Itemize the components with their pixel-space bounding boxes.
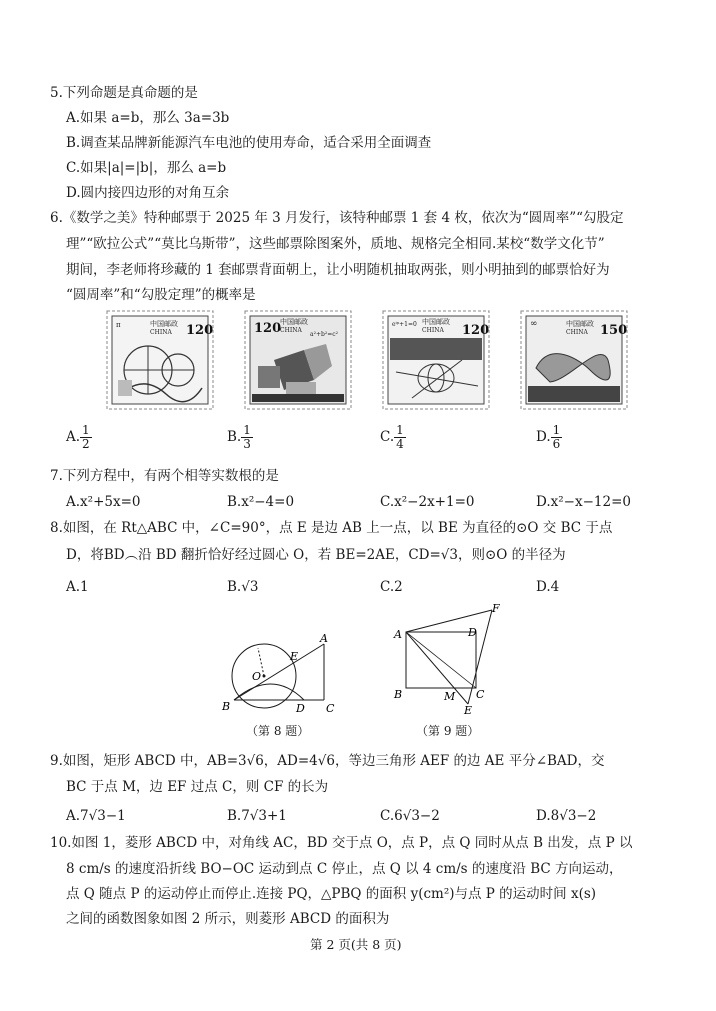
mobius-stamp-brand: 中国邮政 bbox=[566, 320, 594, 328]
q6-option-b-letter: B. bbox=[227, 429, 242, 445]
q8-option-a: A.1 bbox=[66, 579, 89, 595]
q8-line-1: 8.如图，在 Rt△ABC 中，∠C=90°，点 E 是边 AB 上一点，以 BE 为直径的⊙O 交 BC 于点 bbox=[50, 520, 613, 536]
q5-option-b: B.调查某品牌新能源汽车电池的使用寿命，适合采用全面调查 bbox=[66, 135, 432, 151]
q8-label-e: E bbox=[290, 650, 299, 663]
q9-option-a: A.7√3−1 bbox=[66, 808, 126, 824]
q6-option-c-den: 4 bbox=[396, 437, 404, 451]
q8-option-d: D.4 bbox=[536, 579, 560, 595]
q5-stem: 5.下列命题是真命题的是 bbox=[50, 85, 198, 101]
q8-line-2: D，将BD︵沿 BD 翻折恰好经过圆心 O，若 BE=2AE，CD=√3，则⊙O 的半径为 bbox=[66, 547, 566, 563]
q9-caption: （第 9 题） bbox=[416, 724, 480, 738]
q9-label-m: M bbox=[444, 690, 456, 703]
q7-stem: 7.下列方程中，有两个相等实数根的是 bbox=[50, 468, 279, 484]
mobius-stamp-icon bbox=[520, 310, 628, 410]
q8-label-o: O bbox=[252, 670, 262, 683]
q5-option-a: A.如果 a=b，那么 3a=3b bbox=[66, 110, 230, 126]
q7-option-c: C.x²−2x+1=0 bbox=[380, 494, 475, 510]
pythagoras-stamp-icon bbox=[244, 310, 352, 410]
q6-option-b-num: 1 bbox=[243, 423, 251, 437]
q10-line-2: 8 cm/s 的速度沿折线 BO−OC 运动到点 C 停止，点 Q 以 4 cm/s 的速度沿 BC 方向运动， bbox=[66, 861, 623, 877]
q5-option-d: D.圆内接四边形的对角互余 bbox=[66, 185, 230, 201]
q6-option-b-den: 3 bbox=[243, 437, 251, 451]
q6-option-c-num: 1 bbox=[396, 423, 404, 437]
euler-stamp-value: 120 bbox=[462, 323, 490, 338]
q8-label-a: A bbox=[320, 632, 328, 645]
q9-label-f: F bbox=[492, 602, 500, 615]
q10-line-1: 10.如图 1，菱形 ABCD 中，对角线 AC，BD 交于点 O，点 P，点 Q 同时从点 B 出发，点 P 以 bbox=[50, 835, 633, 851]
euler-stamp-tag: eⁱᵖ+1=0 bbox=[392, 321, 417, 328]
q6-option-d bbox=[536, 424, 562, 451]
q8-figure bbox=[212, 628, 348, 720]
q8-option-c: C.2 bbox=[380, 579, 403, 595]
pi-stamp-tag: π bbox=[116, 321, 121, 329]
q9-option-b: B.7√3+1 bbox=[227, 808, 287, 824]
q7-option-a: A.x²+5x=0 bbox=[66, 494, 141, 510]
q6-line-4: “圆周率”和“勾股定理”的概率是 bbox=[66, 287, 256, 303]
q6-option-d-den: 6 bbox=[552, 437, 561, 451]
euler-stamp-country: CHINA bbox=[422, 327, 444, 334]
q9-option-d: D.8√3−2 bbox=[536, 808, 597, 824]
q6-option-c bbox=[380, 424, 406, 451]
q9-label-b: B bbox=[394, 688, 403, 701]
q6-option-a-num: 1 bbox=[82, 423, 90, 437]
q8-label-c: C bbox=[326, 702, 335, 715]
q9-option-c: C.6√3−2 bbox=[380, 808, 440, 824]
q6-option-a-letter: A. bbox=[66, 429, 81, 445]
q6-option-d-num: 1 bbox=[552, 423, 561, 437]
pythagoras-stamp-value: 120 bbox=[254, 321, 282, 336]
q9-label-d: D bbox=[468, 626, 477, 639]
q9-line-2: BC 于点 M，边 EF 过点 C，则 CF 的长为 bbox=[66, 779, 329, 795]
pi-stamp-brand: 中国邮政 bbox=[150, 320, 178, 328]
q5-option-c: C.如果|a|=|b|，那么 a=b bbox=[66, 160, 227, 176]
q7-option-b: B.x²−4=0 bbox=[227, 494, 295, 510]
pythagoras-stamp-tag: a²+b²=c² bbox=[310, 331, 339, 338]
euler-stamp-brand: 中国邮政 bbox=[422, 318, 450, 326]
pi-stamp-country: CHINA bbox=[150, 329, 172, 336]
q6-line-3: 期间，李老师将珍藏的 1 套邮票背面朝上，让小明随机抽取两张，则小明抽到的邮票恰好为 bbox=[66, 262, 610, 278]
q9-line-1: 9.如图，矩形 ABCD 中，AB=3√6，AD=4√6，等边三角形 AEF 的边 AE 平分∠BAD，交 bbox=[50, 753, 605, 769]
q9-label-c: C bbox=[476, 688, 485, 701]
q8-label-d: D bbox=[296, 702, 305, 715]
q8-option-b: B.√3 bbox=[227, 579, 259, 595]
mobius-stamp-tag: ∞ bbox=[530, 319, 538, 329]
pi-stamp-icon bbox=[106, 310, 214, 410]
q7-option-d: D.x²−x−12=0 bbox=[536, 494, 631, 510]
q6-option-a bbox=[66, 424, 92, 451]
q9-label-a: A bbox=[394, 628, 402, 641]
pythagoras-stamp-country: CHINA bbox=[280, 327, 302, 334]
q10-line-3: 点 Q 随点 P 的运动停止而停止.连接 PQ，△PBQ 的面积 y(cm²)与点 P 的运动时间 x(s) bbox=[66, 886, 597, 902]
q6-line-1: 6.《数学之美》特种邮票于 2025 年 3 月发行，该特种邮票 1 套 4 枚，依次为“圆周率”“勾股定 bbox=[50, 210, 624, 226]
q6-line-2: 理”“欧拉公式”“莫比乌斯带”，这些邮票除图案外，质地、规格完全相同.某校“数学文化节” bbox=[66, 236, 605, 252]
pythagoras-stamp-brand: 中国邮政 bbox=[280, 318, 308, 326]
mobius-stamp-value: 150 bbox=[600, 323, 628, 338]
q6-option-b bbox=[227, 424, 253, 451]
q6-option-d-letter: D. bbox=[536, 429, 551, 445]
q8-label-b: B bbox=[222, 700, 231, 713]
q6-option-a-den: 2 bbox=[82, 437, 90, 451]
q9-label-e: E bbox=[464, 704, 473, 716]
pi-stamp-value: 120 bbox=[186, 323, 214, 338]
page-footer: 第 2 页(共 8 页) bbox=[310, 937, 402, 952]
q6-option-c-letter: C. bbox=[380, 429, 395, 445]
q8-caption: （第 8 题） bbox=[246, 724, 310, 738]
q9-figure bbox=[388, 600, 508, 716]
mobius-stamp-country: CHINA bbox=[566, 329, 588, 336]
q10-line-4: 之间的函数图象如图 2 所示，则菱形 ABCD 的面积为 bbox=[66, 911, 390, 927]
euler-stamp-icon bbox=[382, 310, 490, 410]
